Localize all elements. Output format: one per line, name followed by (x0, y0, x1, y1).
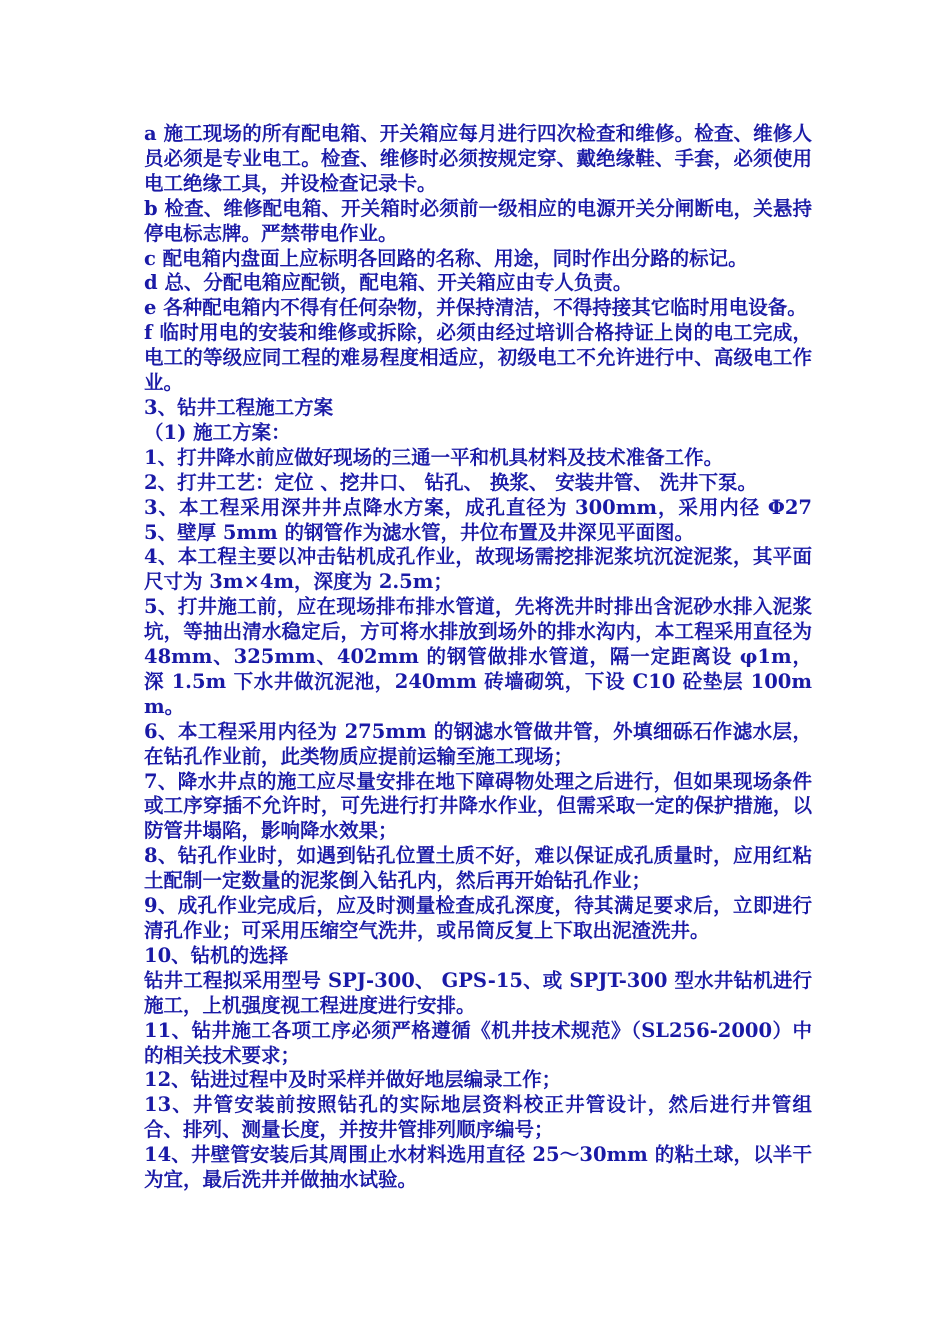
list-item-8: 8、钻孔作业时，如遇到钻孔位置土质不好，难以保证成孔质量时，应用红粘土配制一定数量的泥浆倒入钻孔内，然后再开始钻孔作业； (144, 844, 812, 893)
list-item-14: 14、井壁管安装后其周围止水材料选用直径 25～30mm 的粘土球，以半干为宜，最后洗井并做抽水试验。 (144, 1143, 812, 1192)
paragraph-inspection-schedule: a 施工现场的所有配电箱、开关箱应每月进行四次检查和维修。检查、维修人员必须是专业电工。检查、维修时必须按规定穿、戴绝缘鞋、手套，必须使用电工绝缘工具，并设检查记录卡。 (144, 122, 812, 195)
paragraph-box-locks: d 总、分配电箱应配锁，配电箱、开关箱应由专人负责。 (144, 271, 633, 295)
list-item-2: 2、打井工艺：定位 、挖井口、 钻孔、 换浆、 安装井管、 洗井下泵。 (144, 470, 758, 494)
list-item-5: 5、打井施工前，应在现场排布排水管道，先将洗井时排出含泥砂水排入泥浆坑，等抽出清水稳定后，方可将水排放到场外的排水沟内，本工程采用直径为 48mm、325mm、402mm 的钢管做排水管道，隔一定距离设 φ1m，深 1.5m 下水井做沉泥池，240mm 砖墙砌筑，下设 C10 砼垫层 100mm。 (144, 595, 813, 718)
section-heading-drilling: 3、钻井工程施工方案 (144, 395, 334, 419)
paragraph-electrician-qualification: f 临时用电的安装和维修或拆除，必须由经过培训合格持证上岗的电工完成，电工的等级应同工程的难易程度相适应，初级电工不允许进行中、高级电工作业。 (144, 321, 812, 395)
list-item-13: 13、井管安装前按照钻孔的实际地层资料校正井管设计，然后进行井管组合、排列、测量长度，并按井管排列顺序编号； (144, 1093, 812, 1142)
paragraph-circuit-labels: c 配电箱内盘面上应标明各回路的名称、用途，同时作出分路的标记。 (144, 246, 748, 270)
list-item-9: 9、成孔作业完成后，应及时测量检查成孔深度，待其满足要求后，立即进行清孔作业；可采用压缩空气洗井，或吊筒反复上下取出泥渣洗井。 (144, 894, 812, 942)
list-item-3: 3、本工程采用深井井点降水方案，成孔直径为 300mm，采用内径 Φ275、壁厚 5mm 的钢管作为滤水管，井位布置及井深见平面图。 (144, 495, 812, 544)
paragraph-drill-models: 钻井工程拟采用型号 SPJ-300、 GPS-15、或 SPJT-300 型水井钻机进行施工，上机强度视工程进度进行安排。 (144, 968, 812, 1017)
list-item-10-heading: 10、钻机的选择 (144, 943, 289, 967)
paragraph-power-off-rule: b 检查、维修配电箱、开关箱时必须前一级相应的电源开关分闸断电，关悬持停电标志牌。严禁带电作业。 (144, 196, 812, 245)
list-item-1: 1、打井降水前应做好现场的三通一平和机具材料及技术准备工作。 (144, 445, 724, 469)
list-item-4: 4、本工程主要以冲击钻机成孔作业，故现场需挖排泥浆坑沉淀泥浆，其平面尺寸为 3m×4m，深度为 2.5m； (144, 545, 812, 594)
document-body (144, 122, 812, 1193)
list-item-11: 11、钻井施工各项工序必须严格遵循《机井技术规范》（SL256-2000）中的相关技术要求； (144, 1018, 812, 1067)
list-item-7: 7、降水井点的施工应尽量安排在地下障碍物处理之后进行，但如果现场条件或工序穿插不允许时，可先进行打井降水作业，但需采取一定的保护措施，以防管井塌陷，影响降水效果； (144, 769, 812, 843)
list-item-6: 6、本工程采用内径为 275mm 的钢滤水管做井管，外填细砾石作滤水层，在钻孔作业前，此类物质应提前运输至施工现场； (144, 719, 812, 768)
list-item-12: 12、钻进过程中及时采样并做好地层编录工作； (144, 1068, 562, 1092)
paragraph-box-cleanliness: e 各种配电箱内不得有任何杂物，并保持清洁，不得持接其它临时用电设备。 (144, 296, 807, 320)
subsection-heading-plan: （1) 施工方案： (144, 420, 291, 444)
